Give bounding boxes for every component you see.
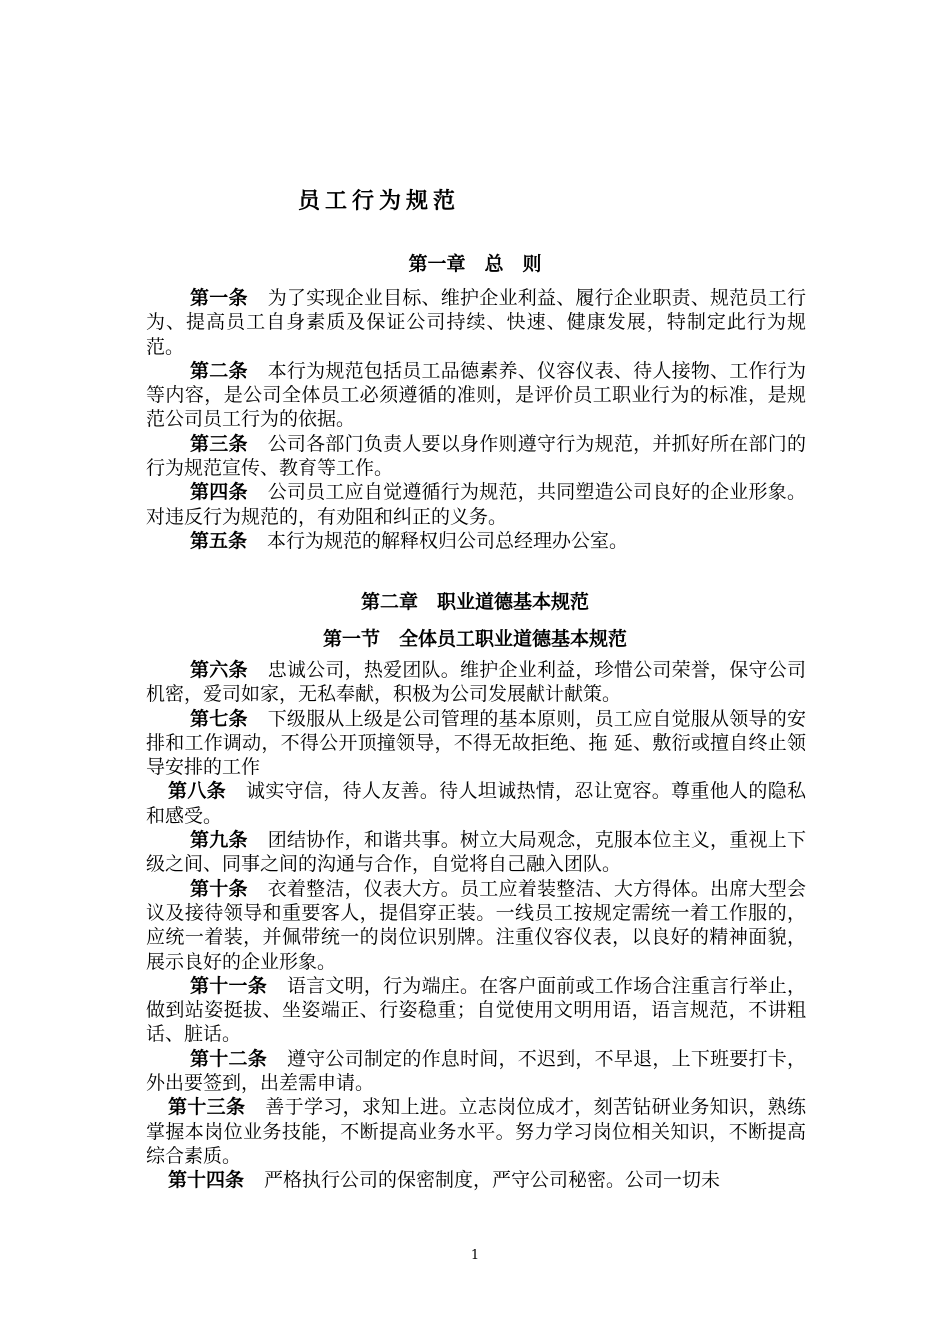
article-text: 严格执行公司的保密制度，严守公司秘密。公司一切未	[264, 1169, 721, 1192]
article-text: 语言文明，行为端庄。在客户面前或工作场合注重言行举止，做到站姿挺拔、坐姿端正、行姿稳重；自觉使用文明用语，语言规范，不讲粗话、脏话。	[146, 974, 806, 1046]
article-text: 为了实现企业目标、维护企业利益、履行企业职责、规范员工行为、提高员工自身素质及保证公司持续、快速、健康发展，特制定此行为规范。	[146, 287, 806, 358]
article-text: 公司员工应自觉遵循行为规范，共同塑造公司良好的企业形象。对违反行为规范的，有劝阻和纠正的义务。	[146, 481, 806, 528]
article	[146, 707, 806, 780]
article	[146, 359, 806, 432]
page-number: 1	[470, 1248, 480, 1263]
article-text: 公司各部门负责人要以身作则遵守行为规范，并抓好所在部门的行为规范宣传、教育等工作。	[146, 432, 806, 480]
article-number: 第七条	[190, 707, 248, 730]
article-number: 第十条	[190, 877, 248, 900]
article	[146, 779, 806, 828]
article-number: 第八条	[168, 780, 226, 803]
article-text: 本行为规范包括员工品德素养、仪容仪表、待人接物、工作行为等内容，是公司全体员工必须遵循的准则，是评价员工职业行为的标准，是规范公司员工行为的依据。	[146, 359, 806, 431]
article-text: 善于学习，求知上进。立志岗位成才，刻苦钻研业务知识，熟练掌握本岗位业务技能，不断提高业务水平。努力学习岗位相关知识，不断提高综合素质。	[146, 1096, 806, 1167]
article-number: 第十四条	[168, 1169, 245, 1192]
article-text: 遵守公司制定的作息时间，不迟到，不早退，上下班要打卡，外出要签到，出差需申请。	[146, 1047, 806, 1095]
article	[146, 1095, 806, 1168]
article-text: 团结协作，和谐共事。树立大局观念，克服本位主义，重视上下级之间、同事之间的沟通与合作，自觉将自己融入团队。	[146, 829, 806, 876]
article	[146, 828, 806, 877]
article-number: 第十二条	[190, 1047, 267, 1070]
article-number: 第九条	[190, 829, 248, 852]
article	[146, 1047, 806, 1096]
article-text: 衣着整洁，仪表大方。员工应着装整洁、大方得体。出席大型会议及接待领导和重要客人，提倡穿正装。一线员工按规定需统一着工作服的，应统一着装，并佩带统一的岗位识别牌。注重仪容仪表，以良好的精神面貌，展示良好的企业形象。	[146, 877, 806, 973]
article-text: 忠诚公司，热爱团队。维护企业利益，珍惜公司荣誉，保守公司机密，爱司如家，无私奉献，积极为公司发展献计献策。	[146, 659, 806, 706]
article-number: 第六条	[190, 659, 248, 681]
article-number: 第一条	[190, 287, 248, 309]
article	[146, 1168, 806, 1192]
chapter-2-articles	[146, 658, 806, 1193]
article-text: 诚实守信，待人友善。待人坦诚热情，忍让宽容。尊重他人的隐私和感受。	[146, 780, 806, 827]
article	[146, 286, 806, 359]
section-1-heading: 第一节 全体员工职业道德基本规范	[322, 628, 627, 650]
article	[146, 877, 806, 974]
article-text: 本行为规范的解释权归公司总经理办公室。	[267, 529, 629, 552]
article	[146, 529, 806, 553]
article	[146, 480, 806, 529]
article	[146, 974, 806, 1047]
article	[146, 658, 806, 707]
chapter-1-heading: 第一章 总 则	[408, 253, 542, 275]
article-number: 第二条	[190, 359, 248, 382]
article-number: 第四条	[190, 481, 248, 504]
article-text: 下级服从上级是公司管理的基本原则，员工应自觉服从领导的安排和工作调动，不得公开顶撞领导，不得无故拒绝、拖 延、敷衍或擅自终止领导安排的工作	[146, 707, 806, 779]
article-number: 第三条	[190, 432, 248, 455]
chapter-2-heading: 第二章 职业道德基本规范	[360, 591, 589, 613]
article-number: 第五条	[190, 529, 248, 552]
document-title: 员工行为规范	[298, 189, 461, 214]
article	[146, 432, 806, 481]
article-number: 第十三条	[168, 1096, 246, 1119]
article-number: 第十一条	[190, 974, 267, 997]
chapter-1-articles	[146, 286, 806, 553]
